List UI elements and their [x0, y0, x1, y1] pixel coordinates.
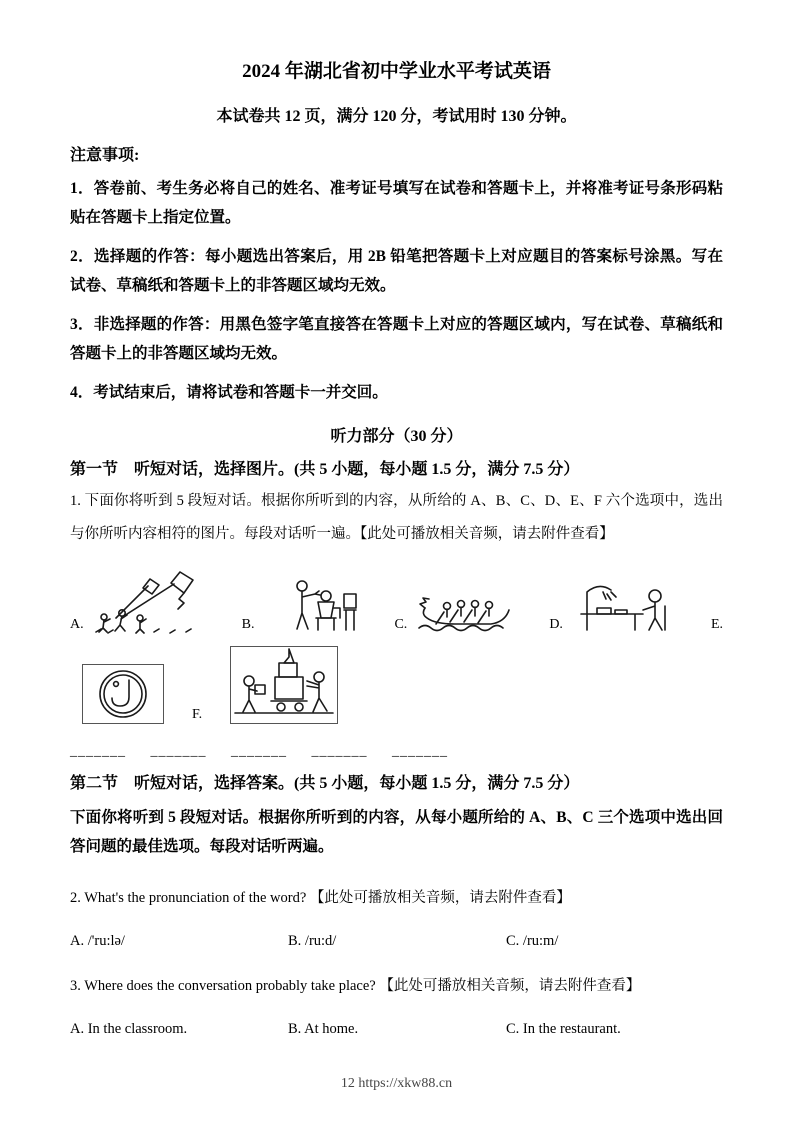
notice-item-3: 3．非选择题的作答：用黑色签字笔直接答在答题卡上对应的答题区域内，写在试卷、草稿纸和答题卡上的非答题区域均无效。: [70, 315, 723, 363]
dragon-boat-illustration: [417, 578, 513, 634]
haircut-illustration: [264, 570, 358, 634]
section2-heading: 第二节 听短对话，选择答案。(共 5 小题，每小题 1.5 分，满分 7.5 分）: [70, 774, 580, 792]
picture-options-row-1: [70, 566, 723, 634]
exam-subtitle: 本试卷共 12 页，满分 120 分，考试用时 130 分钟。: [216, 108, 577, 125]
circular-emblem-image: [82, 664, 164, 724]
question-2: 2. What's the pronunciation of the word? 【此处可播放相关音频，请去附件查看】: [70, 889, 571, 906]
picture-option-b: [242, 570, 359, 634]
q3-option-b: B. At home.: [288, 1020, 359, 1037]
picture-option-c: [394, 578, 513, 634]
picture-option-a: [70, 566, 206, 634]
option-d-label: D.: [549, 616, 563, 632]
notice-heading: 注意事项:: [70, 147, 140, 164]
page-footer: 12 https://xkw88.cn: [340, 1075, 453, 1091]
study-desk-illustration: [573, 572, 675, 634]
notice-item-2: 2．选择题的作答：每小题选出答案后，用 2B 铅笔把答题卡上对应题目的答案标号涂黑。写在试卷、草稿纸和答题卡上的非答题区域均无效。: [70, 247, 723, 295]
section1-heading: 第一节 听短对话，选择图片。(共 5 小题，每小题 1.5 分，满分 7.5 分）: [70, 461, 580, 479]
moving-furniture-image: [230, 646, 338, 724]
page-title: 2024 年湖北省初中学业水平考试英语: [242, 61, 551, 82]
notice-item-4: 4．考试结束后，请将试卷和答题卡一并交回。: [70, 383, 388, 401]
option-b-label: B.: [241, 616, 255, 632]
kite-flying-image: [94, 566, 206, 634]
moving-furniture-illustration: [231, 647, 337, 723]
option-f-label: F.: [192, 706, 203, 722]
kite-flying-illustration: [94, 566, 206, 634]
option-c-label: C.: [394, 616, 408, 632]
section2-instruction: 下面你将听到 5 段短对话。根据你所听到的内容，从每小题所给的 A、B、C 三个选项中选出回答问题的最佳选项。每段对话听两遍。: [70, 808, 723, 856]
picture-option-d: [549, 572, 675, 634]
option-a-label: A.: [70, 616, 84, 632]
option-e-label: E.: [710, 616, 723, 632]
listening-section-heading: 听力部分（30 分）: [330, 428, 463, 446]
q3-option-c: C. In the restaurant.: [506, 1020, 621, 1037]
circular-emblem-illustration: [83, 665, 163, 723]
q3-option-a: A. In the classroom.: [70, 1020, 188, 1037]
answer-blanks: _______ _______ _______ _______ _______: [70, 743, 448, 759]
section1-instruction: 1. 下面你将听到 5 段短对话。根据你所听到的内容，从所给的 A、B、C、D、E、F 六个选项中，选出与你所听内容相符的图片。每段对话听一遍。【此处可播放相关音频，请去附件查看】: [70, 493, 723, 543]
dragon-boat-image: [417, 578, 513, 634]
q2-option-b: B. /ru:d/: [288, 932, 337, 949]
picture-options-row-2: [70, 646, 723, 724]
q2-option-a: A. /'ru:lə/: [70, 932, 125, 949]
haircut-image: [264, 570, 358, 634]
question-3: 3. Where does the conversation probably take place? 【此处可播放相关音频，请去附件查看】: [70, 977, 641, 994]
notice-item-1: 1．答卷前、考生务必将自己的姓名、准考证号填写在试卷和答题卡上，并将准考证号条形码粘贴在答题卡上指定位置。: [70, 180, 723, 227]
question-2-options: [70, 933, 723, 950]
q2-option-c: C. /ru:m/: [506, 932, 559, 949]
question-3-options: [70, 1021, 723, 1038]
study-desk-image: [573, 572, 675, 634]
